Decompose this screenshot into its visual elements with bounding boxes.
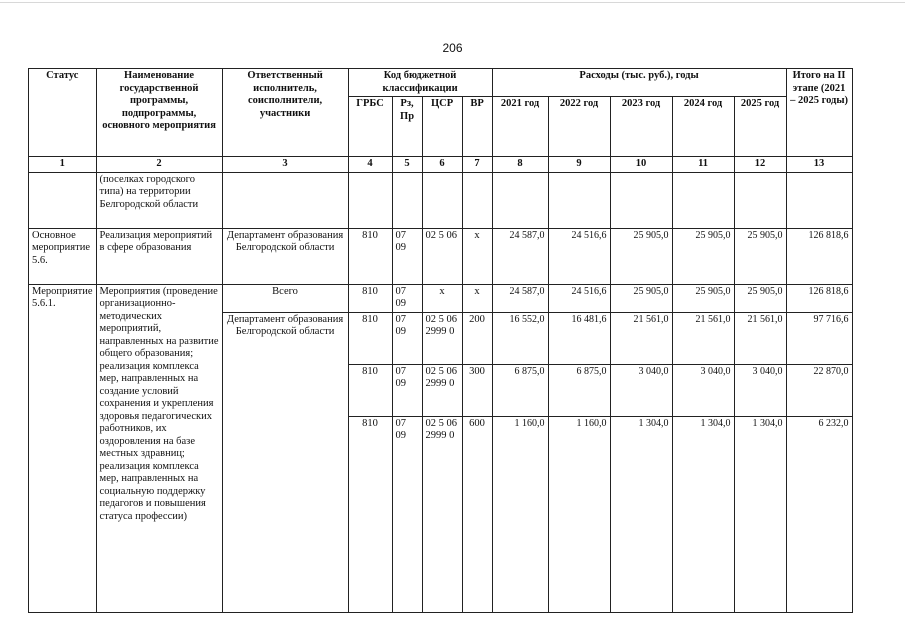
header-rzpr: Рз, Пр	[392, 97, 422, 157]
col-number: 6	[422, 157, 462, 173]
header-executor: Ответственный исполнитель, соисполнители, участники	[222, 69, 348, 157]
row-name: Реализация мероприятий в сфере образования	[96, 228, 222, 284]
row-2024: 25 905,0	[672, 228, 734, 284]
table-row	[29, 172, 853, 228]
row-2021: 6 875,0	[492, 364, 548, 416]
row-executor: Департамент образования Белгородской области	[222, 312, 348, 612]
row-grbs: 810	[348, 228, 392, 284]
row-total: 126 818,6	[786, 284, 852, 312]
header-total: Итого на II этапе (2021 – 2025 годы)	[786, 69, 852, 157]
col-number: 12	[734, 157, 786, 173]
row-name: Мероприятия (проведение организационно-методических мероприятий, направленных на развитие общего образования; реализация комплекса мер, направленных на создание условий сохранения и укрепления здоровья педагогических работников, их оздоровления на базе местных здравниц; реализация комплекса мер, направленных на социальную поддержку педагогов и повышения статуса профессии)	[96, 284, 222, 612]
header-name: Наименование государственной программы, подпрограммы, основного мероприятия	[96, 69, 222, 157]
row-2023: 25 905,0	[610, 228, 672, 284]
row-2024: 3 040,0	[672, 364, 734, 416]
row-rzpr: 07 09	[392, 312, 422, 364]
row-executor-all: Всего	[222, 284, 348, 312]
row-rzpr: 07 09	[392, 228, 422, 284]
row-vr: х	[462, 228, 492, 284]
row-vr: 200	[462, 312, 492, 364]
page-number: 206	[442, 41, 463, 55]
row-2021: 24 587,0	[492, 284, 548, 312]
row-total: 6 232,0	[786, 416, 852, 612]
row-csr: 02 5 06	[422, 228, 462, 284]
row-grbs: 810	[348, 416, 392, 612]
row-2021: 16 552,0	[492, 312, 548, 364]
row-name: (поселках городского типа) на территории Белгородской области	[96, 172, 222, 228]
col-number: 1	[29, 157, 97, 173]
row-2025: 25 905,0	[734, 228, 786, 284]
col-number: 2	[96, 157, 222, 173]
row-total: 126 818,6	[786, 228, 852, 284]
row-total: 22 870,0	[786, 364, 852, 416]
header-csr: ЦСР	[422, 97, 462, 157]
row-vr: 300	[462, 364, 492, 416]
row-total: 97 716,6	[786, 312, 852, 364]
header-vr: ВР	[462, 97, 492, 157]
row-csr: 02 5 06 2999 0	[422, 312, 462, 364]
row-csr: 02 5 06 2999 0	[422, 416, 462, 612]
row-2024: 25 905,0	[672, 284, 734, 312]
header-budget-code: Код бюджетной классификации	[348, 69, 492, 97]
row-2022: 6 875,0	[548, 364, 610, 416]
header-2022: 2022 год	[548, 97, 610, 157]
row-2023: 1 304,0	[610, 416, 672, 612]
header-status: Статус	[29, 69, 97, 157]
header-2021: 2021 год	[492, 97, 548, 157]
col-number: 13	[786, 157, 852, 173]
row-grbs: 810	[348, 284, 392, 312]
row-status: Мероприятие 5.6.1.	[29, 284, 97, 612]
row-2024: 1 304,0	[672, 416, 734, 612]
row-2023: 25 905,0	[610, 284, 672, 312]
row-vr: 600	[462, 416, 492, 612]
row-2025: 25 905,0	[734, 284, 786, 312]
row-2022: 24 516,6	[548, 228, 610, 284]
row-status: Основное мероприятие 5.6.	[29, 228, 97, 284]
row-2023: 21 561,0	[610, 312, 672, 364]
row-2022: 24 516,6	[548, 284, 610, 312]
table-row	[29, 228, 853, 284]
row-2022: 16 481,6	[548, 312, 610, 364]
column-numbers-row	[29, 157, 853, 173]
header-grbs: ГРБС	[348, 97, 392, 157]
col-number: 3	[222, 157, 348, 173]
row-2022: 1 160,0	[548, 416, 610, 612]
header-2023: 2023 год	[610, 97, 672, 157]
budget-table	[28, 68, 853, 613]
row-csr: 02 5 06 2999 0	[422, 364, 462, 416]
row-executor: Департамент образования Белгородской области	[222, 228, 348, 284]
row-rzpr: 07 09	[392, 284, 422, 312]
col-number: 11	[672, 157, 734, 173]
table-row	[29, 284, 853, 312]
row-2021: 24 587,0	[492, 228, 548, 284]
row-2023: 3 040,0	[610, 364, 672, 416]
row-grbs: 810	[348, 312, 392, 364]
col-number: 4	[348, 157, 392, 173]
row-2024: 21 561,0	[672, 312, 734, 364]
row-2025: 21 561,0	[734, 312, 786, 364]
row-rzpr: 07 09	[392, 364, 422, 416]
header-2024: 2024 год	[672, 97, 734, 157]
col-number: 7	[462, 157, 492, 173]
row-2021: 1 160,0	[492, 416, 548, 612]
col-number: 10	[610, 157, 672, 173]
scan-edge-line	[0, 2, 905, 3]
row-2025: 3 040,0	[734, 364, 786, 416]
row-csr: х	[422, 284, 462, 312]
col-number: 5	[392, 157, 422, 173]
col-number: 9	[548, 157, 610, 173]
header-expenses: Расходы (тыс. руб.), годы	[492, 69, 786, 97]
header-2025: 2025 год	[734, 97, 786, 157]
row-2025: 1 304,0	[734, 416, 786, 612]
col-number: 8	[492, 157, 548, 173]
row-vr: х	[462, 284, 492, 312]
row-rzpr: 07 09	[392, 416, 422, 612]
row-grbs: 810	[348, 364, 392, 416]
